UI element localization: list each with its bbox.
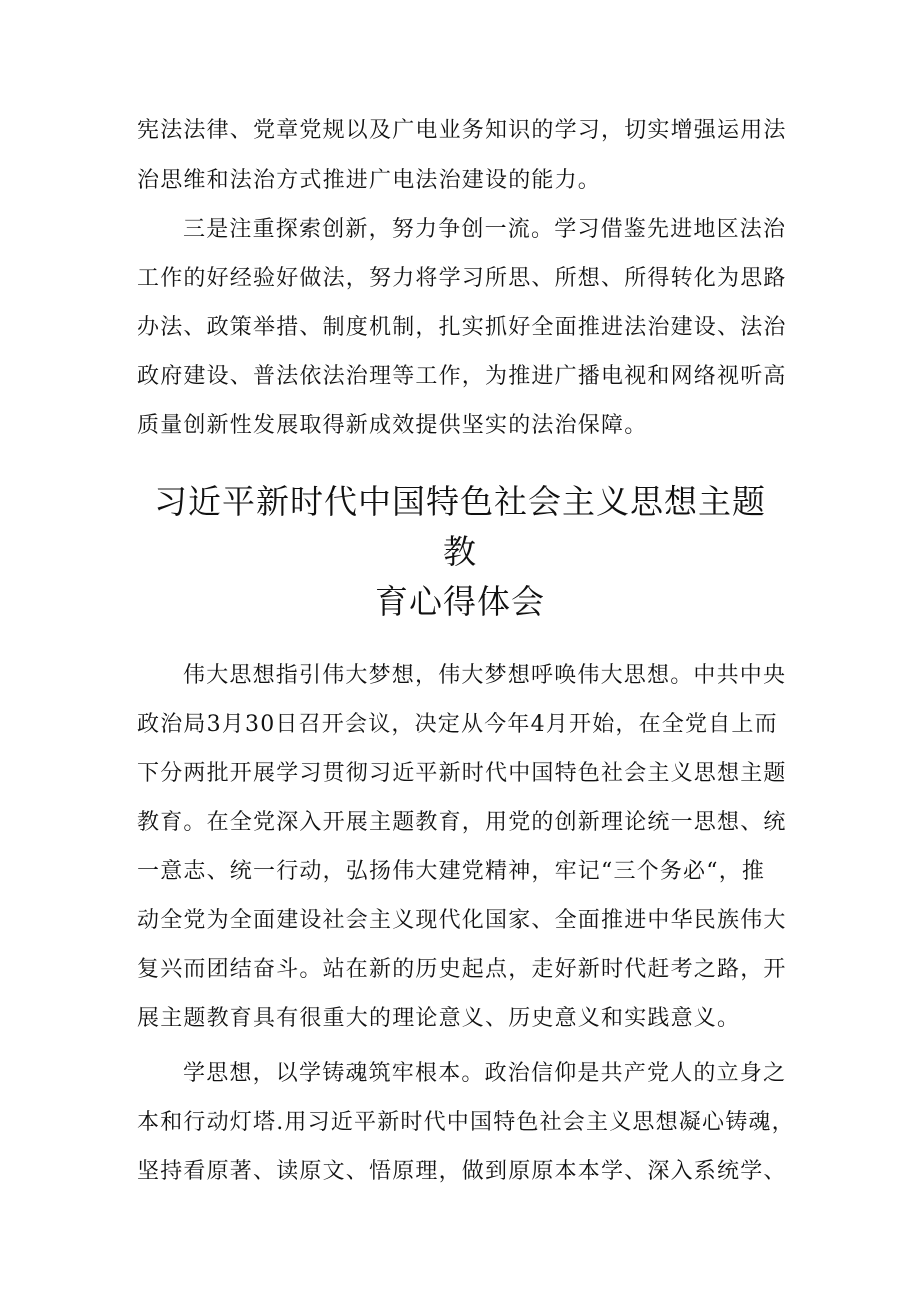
text-line: 一意志、统一行动，弘扬伟大建党精神，牢记“三个务必“，推: [137, 859, 766, 884]
text-line: 下分两批开展学习贯彻习近平新时代中国特色社会主义思想主题: [137, 761, 787, 786]
text-line: 动全党为全面建设社会主义现代化国家、全面推进中华民族伟大: [137, 908, 787, 933]
text-line: 质量创新性发展取得新成效提供坚实的法治保障。: [137, 413, 648, 438]
text-line: 政府建设、普法依法治理等工作，为推进广播电视和网络视听高: [137, 364, 787, 389]
text-line: 宪法法律、党章党规以及广电业务知识的学习，切实增强运用法: [137, 118, 787, 143]
paragraph-first-line: 学思想，以学铸魂筑牢根本。政治信仰是共产党人的立身之: [183, 1061, 787, 1086]
text-line: 教育。在全党深入开展主题教育，用党的创新理论统一思想、统: [137, 810, 787, 835]
text-line: 工作的好经验好做法，努力将学习所思、所想、所得转化为思路: [137, 266, 787, 291]
document-title-line-3: 育心得体会: [375, 582, 545, 621]
document-title-line-1: 习近平新时代中国特色社会主义思想主题: [154, 482, 766, 521]
paragraph-first-line: 三是注重探索创新，努力争创一流。学习借鉴先进地区法治: [183, 217, 787, 242]
text-line: 政治局3月30日召开会议，决定从今年4月开始，在全党自上而: [137, 712, 778, 737]
paragraph-first-line: 伟大思想指引伟大梦想，伟大梦想呼唤伟大思想。中共中央: [183, 663, 787, 688]
text-line: 办法、政策举措、制度机制，扎实抓好全面推进法治建设、法治: [137, 315, 787, 340]
text-line: 复兴而团结奋斗。站在新的历史起点，走好新时代赶考之路，开: [137, 957, 787, 982]
text-line: 展主题教育具有很重大的理论意义、历史意义和实践意义。: [137, 1006, 741, 1031]
text-line: 本和行动灯塔.用习近平新时代中国特色社会主义思想凝心铸魂，: [137, 1110, 795, 1135]
document-title-line-2: 教: [443, 532, 477, 571]
text-line: 坚持看原著、读原文、悟原理，做到原原本本学、深入系统学、: [137, 1159, 787, 1184]
text-line: 治思维和法治方式推进广电法治建设的能力。: [137, 168, 602, 193]
